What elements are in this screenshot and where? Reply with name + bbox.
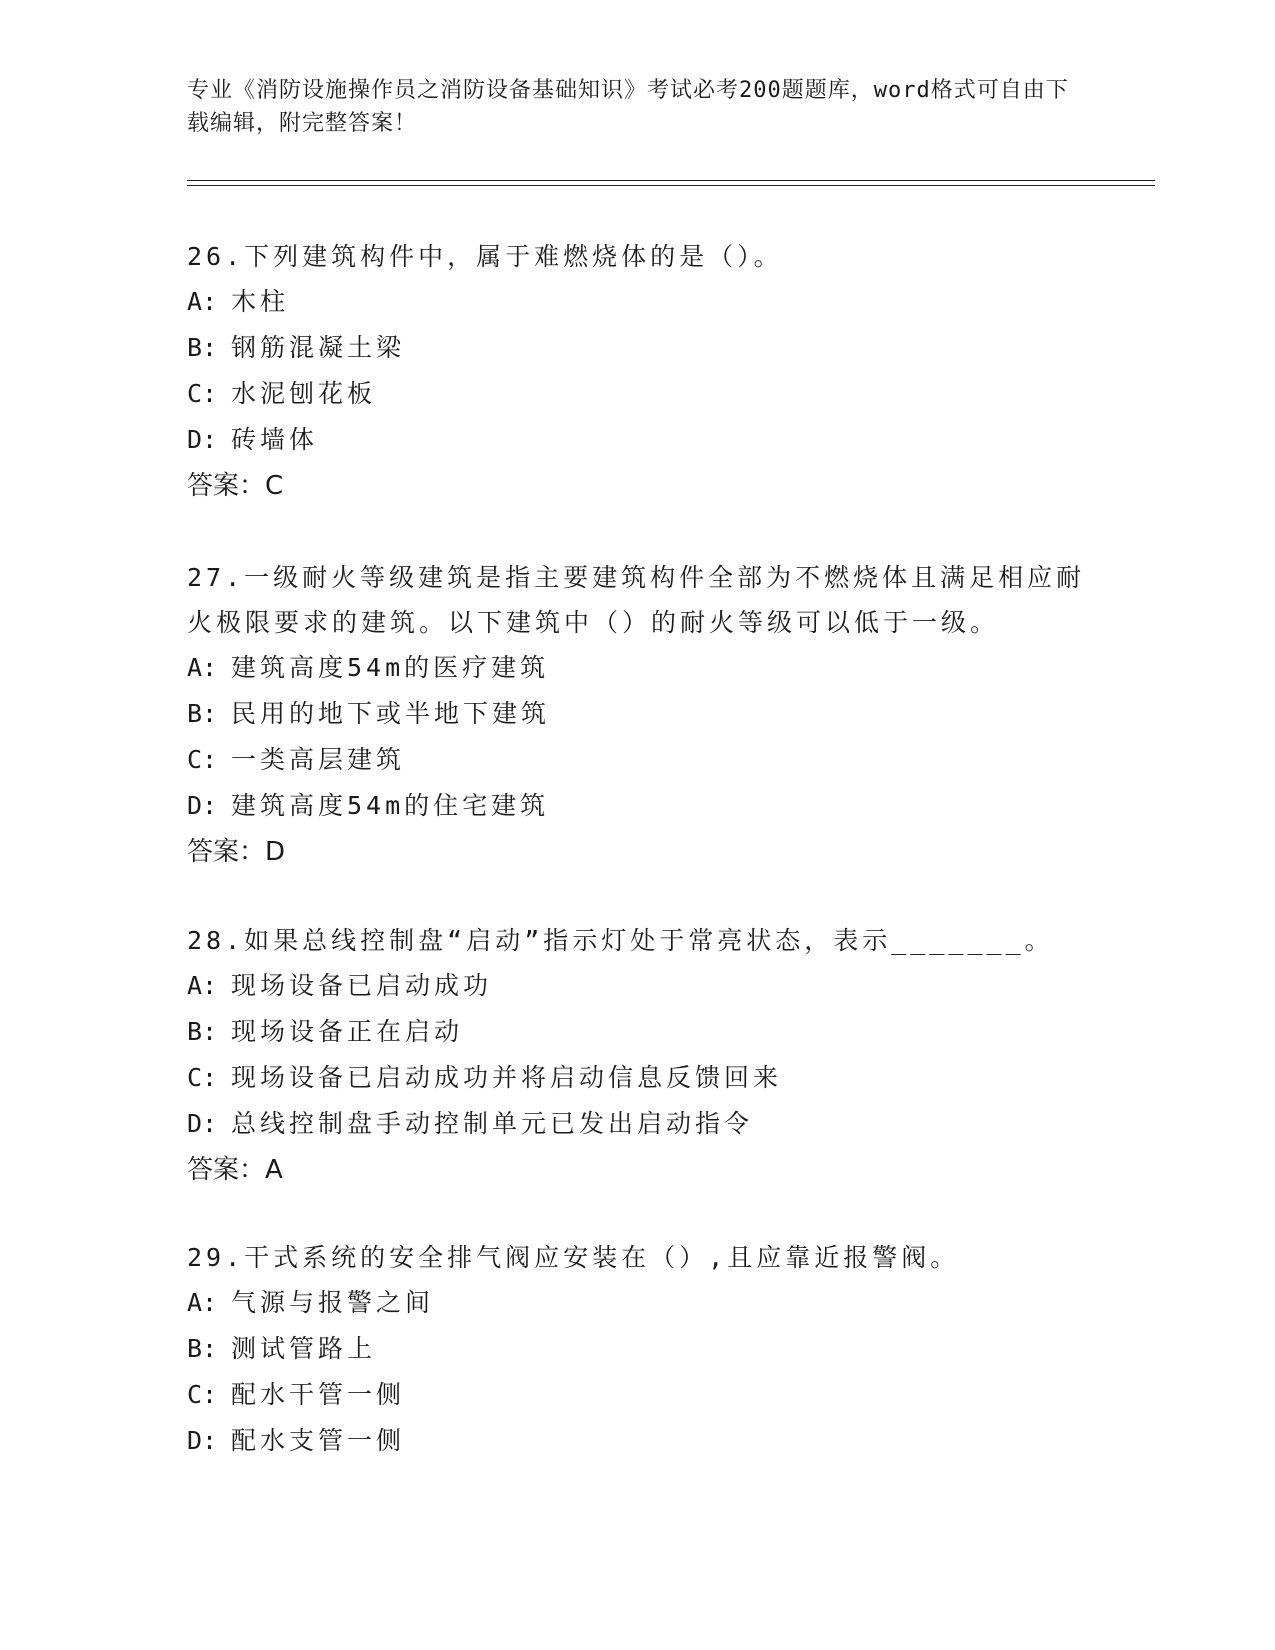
option-text: 砖墙体	[231, 425, 319, 454]
header-divider-bottom	[187, 185, 1155, 186]
option-a	[187, 645, 1107, 691]
option-key: A:	[187, 1288, 218, 1317]
answer: 答案：C	[187, 471, 284, 501]
option-key: C:	[187, 379, 218, 408]
question-29	[187, 1235, 1107, 1464]
option-a	[187, 963, 1107, 1009]
answer: 答案：A	[187, 1155, 283, 1185]
option-b	[187, 691, 1107, 737]
option-a	[187, 1280, 1107, 1326]
option-key: D:	[187, 1426, 218, 1455]
question-stem: 29.干式系统的安全排气阀应安装在（）,且应靠近报警阀。	[187, 1243, 960, 1272]
option-text: 建筑高度54m的住宅建筑	[231, 791, 550, 820]
option-key: B:	[187, 333, 218, 362]
header-divider-top	[187, 180, 1155, 181]
option-key: A:	[187, 971, 218, 1000]
option-key: D:	[187, 1109, 218, 1138]
option-d	[187, 783, 1107, 829]
option-key: B:	[187, 699, 218, 728]
option-key: B:	[187, 1017, 218, 1046]
question-stem: 27.一级耐火等级建筑是指主要建筑构件全部为不燃烧体且满足相应耐火极限要求的建筑。以下建筑中（）的耐火等级可以低于一级。	[187, 563, 1086, 637]
option-c	[187, 737, 1107, 783]
option-c	[187, 1372, 1107, 1418]
answer: 答案：D	[187, 837, 286, 867]
option-text: 总线控制盘手动控制单元已发出启动指令	[231, 1109, 754, 1138]
document-header	[187, 74, 1087, 140]
option-text: 民用的地下或半地下建筑	[231, 699, 551, 728]
question-26	[187, 234, 1107, 509]
question-27	[187, 555, 1107, 875]
option-text: 建筑高度54m的医疗建筑	[231, 653, 550, 682]
option-b	[187, 325, 1107, 371]
option-key: C:	[187, 1063, 218, 1092]
option-c	[187, 1055, 1107, 1101]
option-d	[187, 1101, 1107, 1147]
option-key: C:	[187, 1380, 218, 1409]
option-c	[187, 371, 1107, 417]
option-d	[187, 1418, 1107, 1464]
option-key: A:	[187, 287, 218, 316]
option-text: 测试管路上	[231, 1334, 377, 1363]
header-title: 专业《消防设施操作员之消防设备基础知识》考试必考200题题库，word格式可自由下载编辑，附完整答案！	[187, 78, 1069, 136]
option-text: 现场设备已启动成功	[231, 971, 493, 1000]
option-b	[187, 1326, 1107, 1372]
option-key: D:	[187, 791, 218, 820]
question-stem: 28.如果总线控制盘“启动”指示灯处于常亮状态，表示_______。	[187, 926, 1054, 955]
option-b	[187, 1009, 1107, 1055]
option-text: 配水干管一侧	[231, 1380, 406, 1409]
option-text: 配水支管一侧	[231, 1426, 406, 1455]
question-28	[187, 918, 1107, 1193]
option-key: C:	[187, 745, 218, 774]
question-stem: 26.下列建筑构件中，属于难燃烧体的是（）。	[187, 242, 783, 271]
option-text: 水泥刨花板	[231, 379, 377, 408]
option-text: 木柱	[231, 287, 290, 316]
option-d	[187, 417, 1107, 463]
option-a	[187, 279, 1107, 325]
option-text: 钢筋混凝土梁	[231, 333, 406, 362]
option-text: 现场设备正在启动	[231, 1017, 464, 1046]
option-text: 气源与报警之间	[231, 1288, 435, 1317]
option-key: D:	[187, 425, 218, 454]
option-key: A:	[187, 653, 218, 682]
option-key: B:	[187, 1334, 218, 1363]
option-text: 现场设备已启动成功并将启动信息反馈回来	[231, 1063, 783, 1092]
option-text: 一类高层建筑	[231, 745, 406, 774]
